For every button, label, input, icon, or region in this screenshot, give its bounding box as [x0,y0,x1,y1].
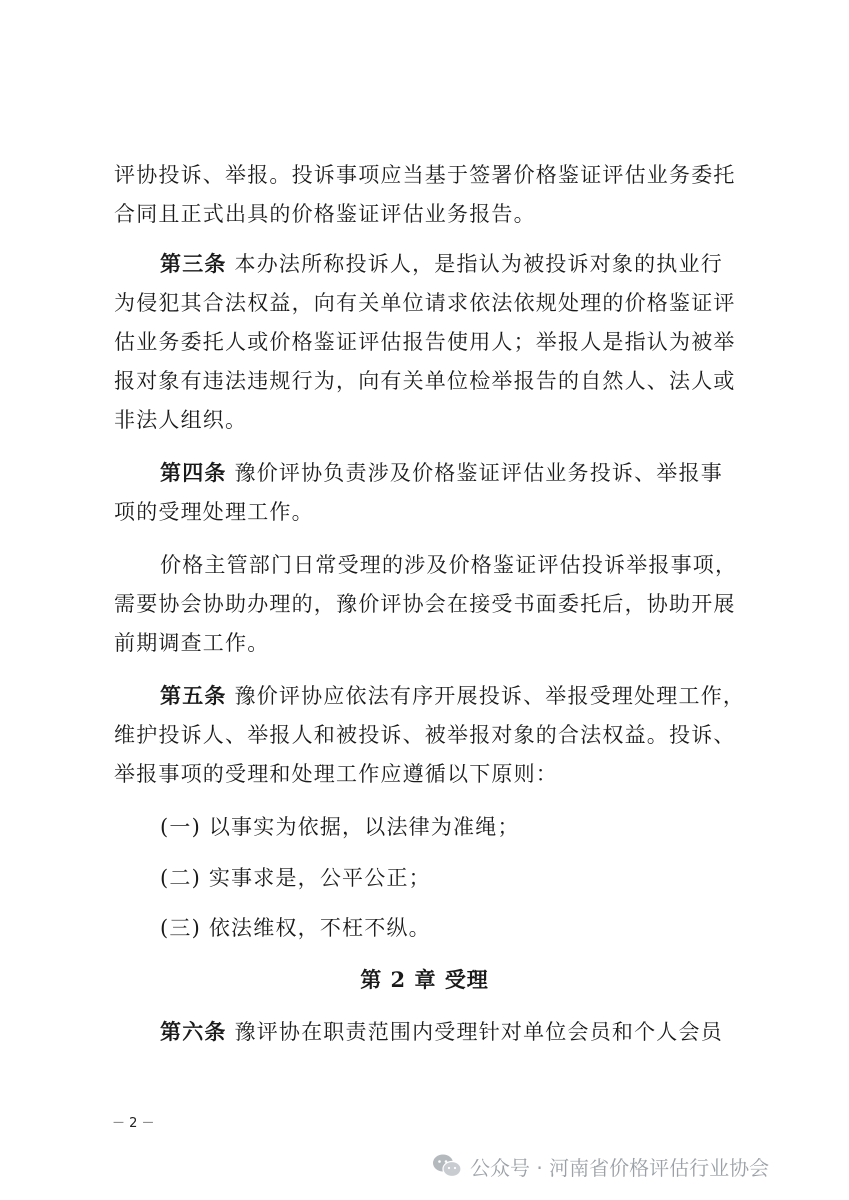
article-heading: 第四条 [160,460,227,485]
watermark [432,1150,769,1182]
paragraph-line: 举报事项的受理和处理工作应遵循以下原则： [114,762,558,786]
paragraph-line: 为侵犯其合法权益，向有关单位请求依法依规处理的价格鉴证评 [114,291,736,315]
principle-item: (一) 以事实为依据，以法律为准绳； [160,815,520,839]
paragraph-line: 合同且正式出具的价格鉴证评估业务报告。 [114,202,536,226]
article-heading: 第五条 [160,683,227,708]
article-5-first-line [160,681,754,711]
paragraph-text: 豫价评协负责涉及价格鉴证评估业务投诉、举报事 [234,461,723,485]
paragraph-line: 报对象有违法违规行为，向有关单位检举报告的自然人、法人或 [114,369,736,393]
paragraph-line: 维护投诉人、举报人和被投诉、被举报对象的合法权益。投诉、 [114,723,736,747]
article-4-first-line [160,458,754,488]
page-number: － 2 － [112,1116,155,1131]
paragraph-line: 前期调查工作。 [114,631,270,655]
paragraph-line: 价格主管部门日常受理的涉及价格鉴证评估投诉举报事项， [160,553,738,577]
article-6-first-line [160,1017,754,1047]
paragraph-line: 评协投诉、举报。投诉事项应当基于签署价格鉴证评估业务委托 [114,163,736,187]
paragraph-line: 估业务委托人或价格鉴证评估报告使用人；举报人是指认为被举 [114,330,736,354]
paragraph-text: 豫评协在职责范围内受理针对单位会员和个人会员 [234,1020,723,1044]
watermark-text: 公众号 · 河南省价格评估行业协会 [470,1155,770,1180]
paragraph-text: 本办法所称投诉人，是指认为被投诉对象的执业行 [234,252,723,276]
principle-item: (二) 实事求是，公平公正； [160,866,431,890]
paragraph-text: 豫价评协应依法有序开展投诉、举报受理处理工作， [234,684,746,708]
article-heading: 第六条 [160,1019,227,1044]
article-3-first-line [160,249,754,279]
paragraph-line: 非法人组织。 [114,408,248,432]
article-heading: 第三条 [160,251,227,276]
principle-item: (三) 依法维权，不枉不纵。 [160,916,431,940]
paragraph-line: 项的受理处理工作。 [114,500,314,524]
wechat-icon [432,1153,462,1179]
paragraph-line: 需要协会协助办理的，豫价评协会在接受书面委托后，协助开展 [114,592,736,616]
chapter-heading: 第 2 章 受理 [360,967,489,992]
